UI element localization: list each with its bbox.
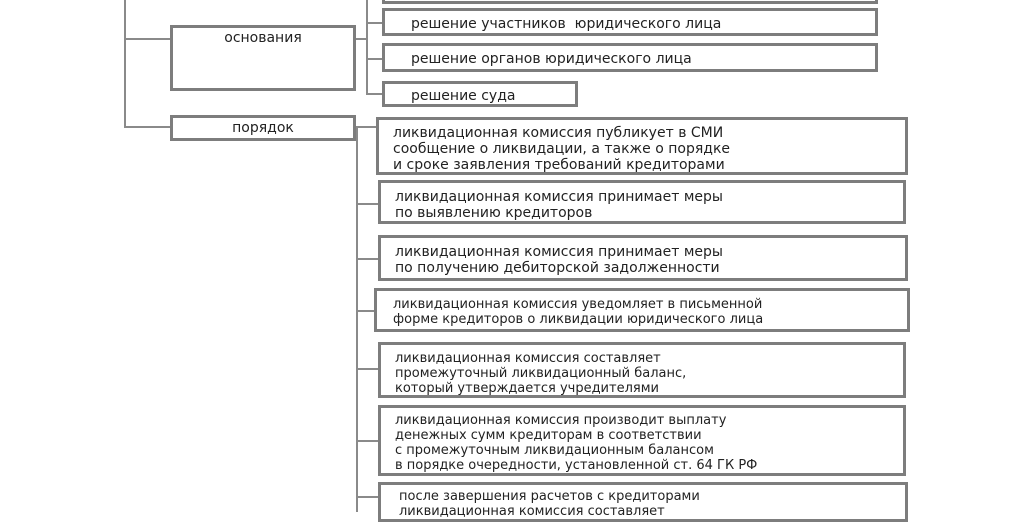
grounds-vertical-line [366,0,368,95]
category-osnovaniya [170,25,356,91]
connector-step-7 [356,496,378,498]
ground-box-2-label: решение органов юридического лица [411,51,692,67]
connector-trunk-osnovaniya [124,38,172,40]
procedure-step-2-line-2: по выявлению кредиторов [395,205,593,221]
procedure-step-1-line-1: ликвидационная комиссия публикует в СМИ [393,125,724,141]
procedure-vertical-line [356,126,358,512]
procedure-step-2 [378,180,906,224]
connector-step-5 [356,368,378,370]
procedure-step-6 [378,405,906,476]
procedure-step-5-line-2: промежуточный ликвидационный баланс, [395,366,687,381]
procedure-step-4-line-1: ликвидационная комиссия уведомляет в письменной [393,297,763,312]
procedure-step-3 [378,235,908,281]
procedure-step-7-line-2: ликвидационная комиссия составляет [399,504,665,519]
category-osnovaniya-label: основания [224,30,302,46]
procedure-step-4-line-2: форме кредиторов о ликвидации юридического лица [393,312,764,327]
ground-box-1-label: решение участников юридического лица [411,16,722,32]
category-poryadok-label: порядок [232,120,294,136]
procedure-step-5 [378,342,906,398]
procedure-step-6-line-3: с промежуточным ликвидационным балансом [395,443,714,458]
ground-box-3-label: решение суда [411,88,516,104]
connector-step-4 [356,310,374,312]
procedure-step-3-line-2: по получению дебиторской задолженности [395,260,720,276]
procedure-step-2-line-1: ликвидационная комиссия принимает меры [395,189,723,205]
category-poryadok [170,115,356,141]
procedure-step-7-line-1: после завершения расчетов с кредиторами [399,489,700,504]
ground-box-3 [382,81,578,107]
procedure-step-1-line-2: сообщение о ликвидации, а также о порядке [393,141,731,157]
connector-step-6 [356,440,378,442]
procedure-step-1-line-3: и сроке заявления требований кредиторами [393,157,725,173]
ground-box-1 [382,8,878,36]
procedure-step-4 [374,288,910,332]
connector-poryadok-procedure [354,126,376,128]
procedure-step-3-line-1: ликвидационная комиссия принимает меры [395,244,723,260]
ground-box-2 [382,43,878,72]
connector-trunk-poryadok [124,126,172,128]
connector-step-2 [356,203,378,205]
connector-osnovaniya-grounds [354,38,368,40]
ground-box-0 [382,0,878,4]
procedure-step-5-line-1: ликвидационная комиссия составляет [395,351,661,366]
main-trunk-line [124,0,126,128]
procedure-step-1 [376,117,908,175]
procedure-step-5-line-3: который утверждается учредителями [395,381,659,396]
procedure-step-6-line-2: денежных сумм кредиторам в соответствии [395,428,702,443]
connector-step-3 [356,258,378,260]
procedure-step-7 [378,482,908,522]
procedure-step-6-line-1: ликвидационная комиссия производит выплату [395,413,727,428]
procedure-step-6-line-4: в порядке очередности, установленной ст. 64 ГК РФ [395,458,758,473]
